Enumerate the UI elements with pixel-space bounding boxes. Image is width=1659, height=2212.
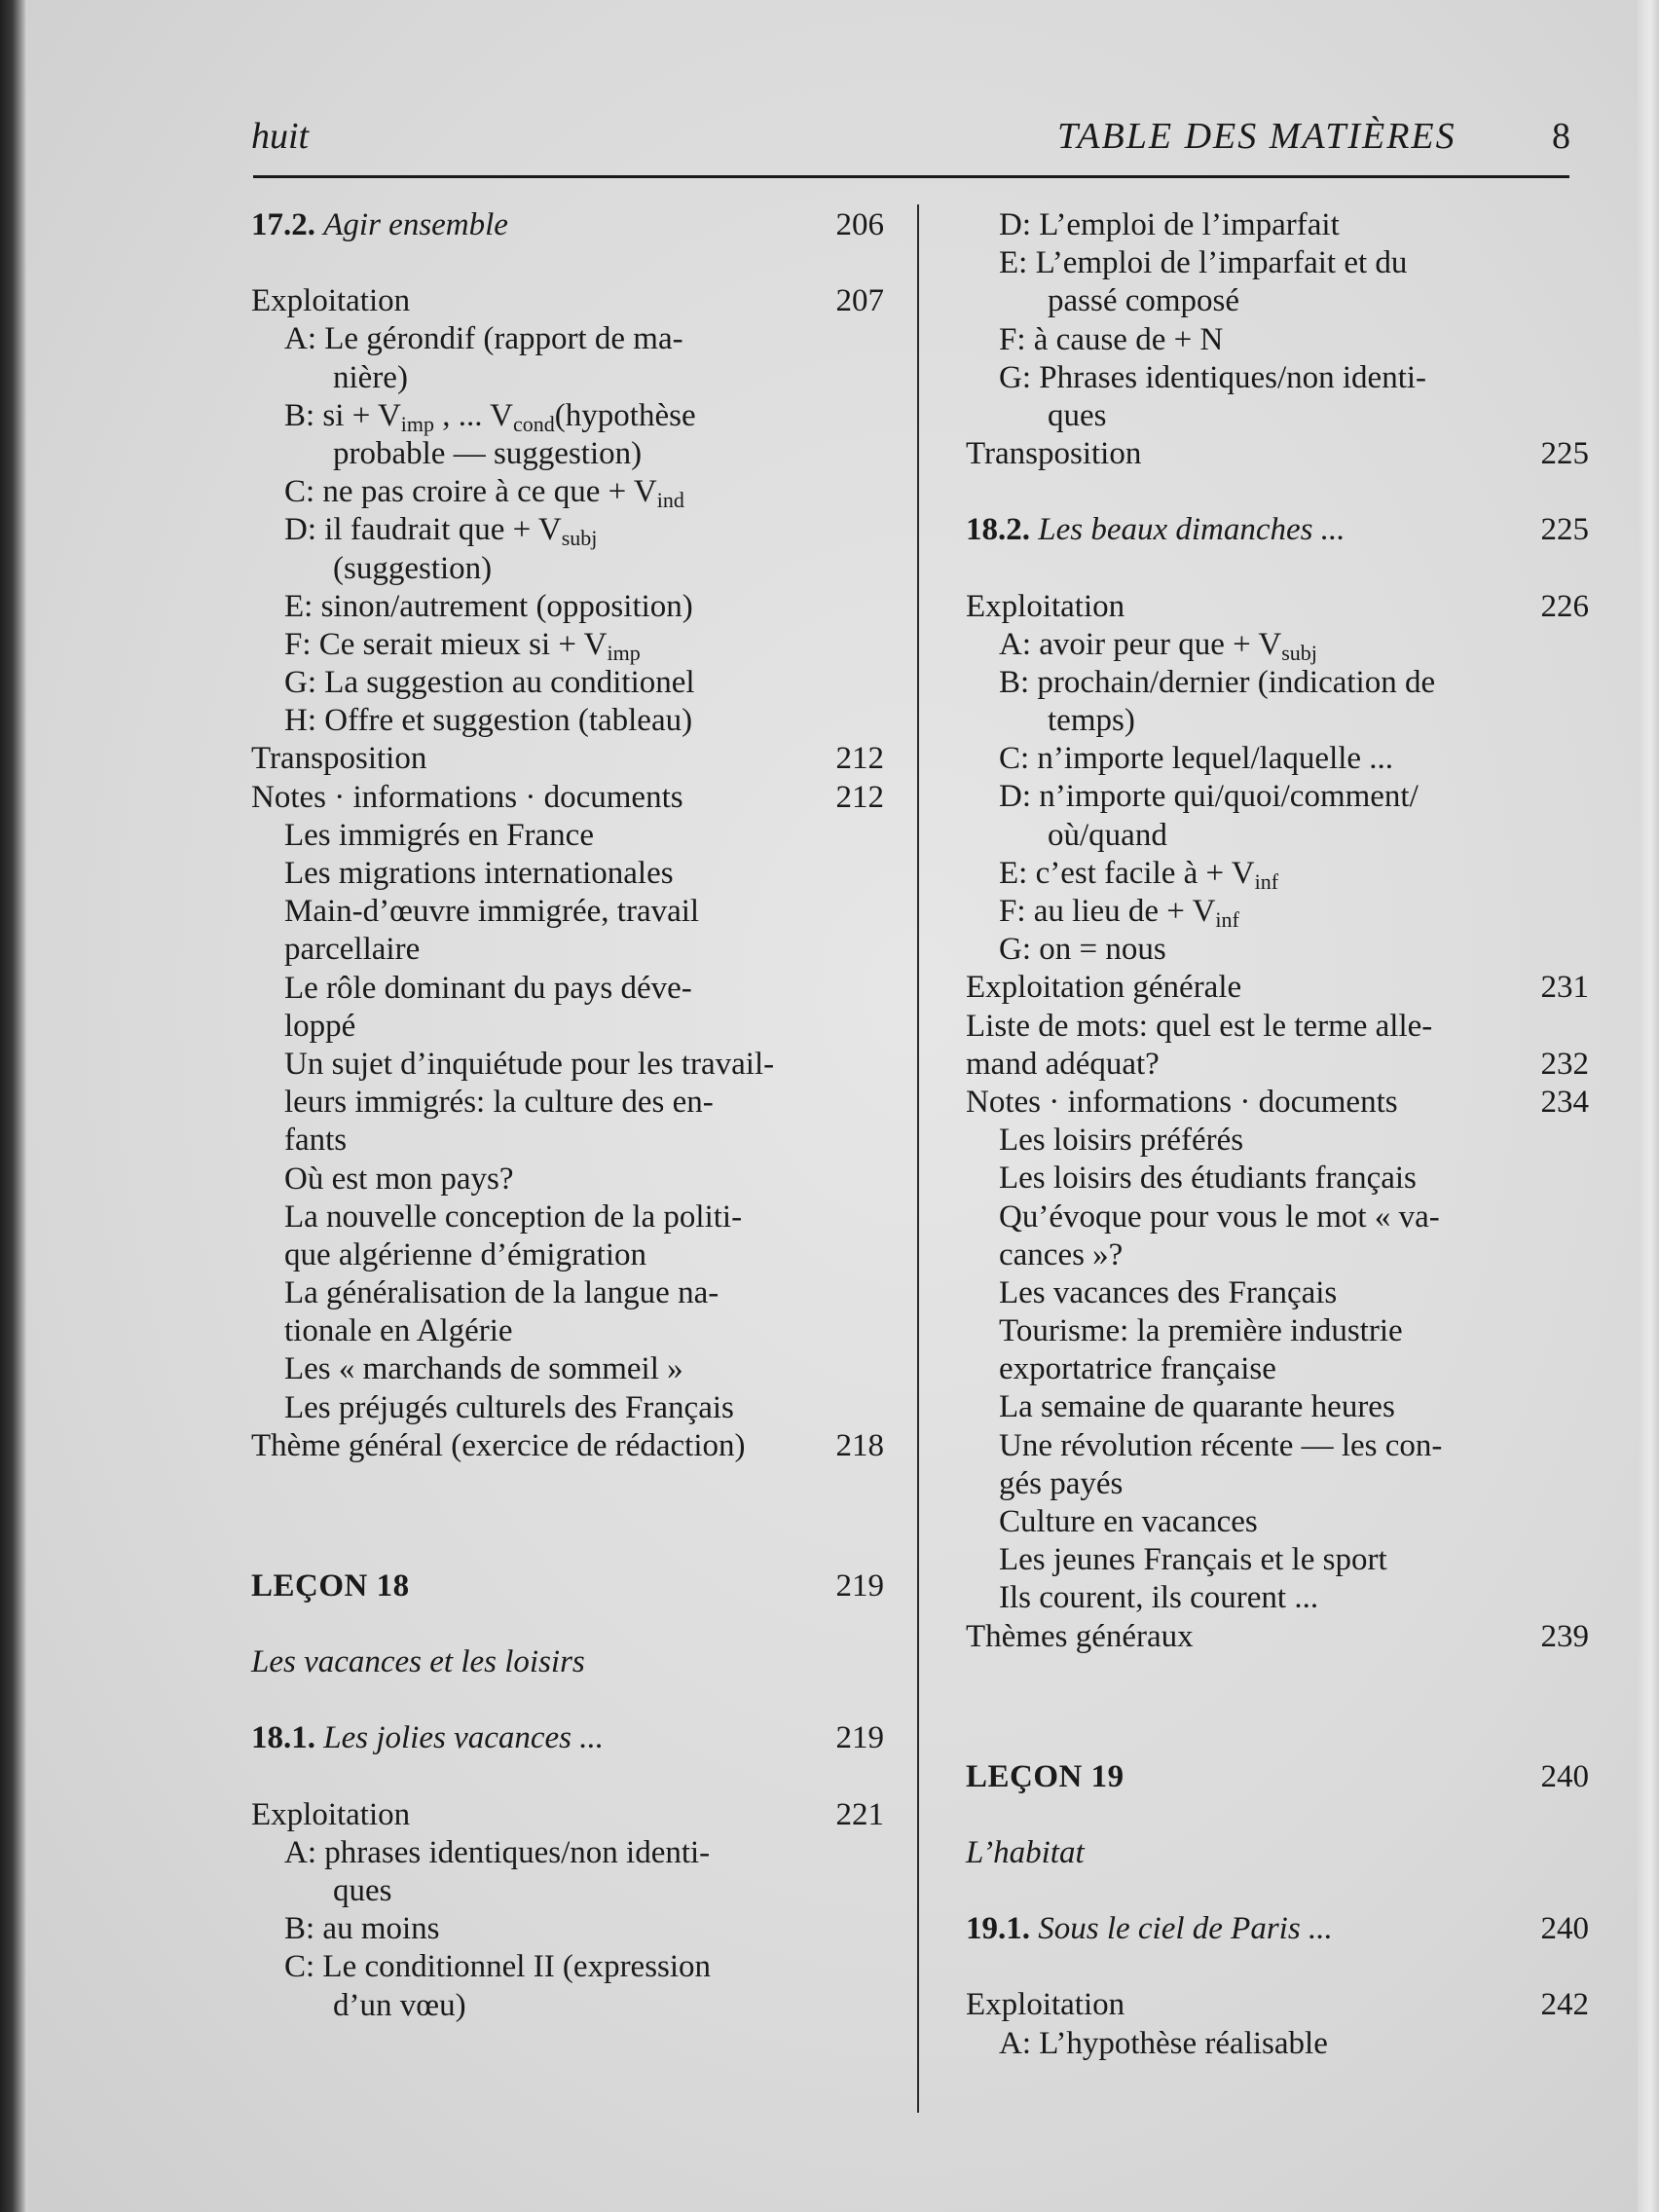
toc-note-item: Tourisme: la première industrie [999, 1313, 1403, 1349]
toc-lesson-theme: L’habitat [966, 1834, 1085, 1870]
toc-subentry-cont: ques [1048, 397, 1107, 433]
toc-note-item-cont: tionale en Algérie [284, 1313, 513, 1349]
column-divider [917, 204, 919, 2113]
toc-subentry: D: L’emploi de l’imparfait [999, 207, 1340, 242]
toc-lesson-heading: LEÇON 19 240 [966, 1758, 1589, 1794]
toc-entry: Exploitation 226 [966, 588, 1589, 624]
toc-entry: Notes · informations · documents 234 [966, 1084, 1589, 1120]
toc-note-item: Main-d’œuvre immigrée, travail [284, 894, 700, 930]
toc-subentry-cont: passé composé [1048, 283, 1240, 319]
toc-note-item: Les préjugés culturels des Français [284, 1389, 734, 1425]
toc-section-entry: 18.2. Les beaux dimanches ... 225 [966, 512, 1589, 548]
toc-subentry-cont: où/quand [1048, 817, 1167, 853]
toc-note-item: Qu’évoque pour vous le mot « va- [999, 1198, 1440, 1235]
toc-note-item-cont: fants [284, 1123, 348, 1159]
toc-entry: Transposition 225 [966, 436, 1589, 472]
toc-subentry: C: Le conditionnel II (expression [284, 1949, 712, 1985]
toc-subentry-cont: nière) [333, 359, 408, 395]
toc-entry: Transposition 212 [251, 741, 884, 777]
toc-lesson-heading: LEÇON 18 219 [251, 1568, 884, 1604]
toc-entry: Exploitation 242 [966, 1987, 1589, 2023]
toc-entry: Exploitation 221 [251, 1796, 884, 1832]
header-rule [253, 175, 1569, 178]
toc-section-entry: 18.1. Les jolies vacances ... 219 [251, 1720, 884, 1756]
toc-note-item-cont: gés payés [999, 1465, 1124, 1501]
page-number: 8 [1552, 116, 1570, 157]
toc-section-entry: 17.2. Agir ensemble 206 [251, 207, 884, 242]
toc-subentry: F: à cause de + N [999, 321, 1224, 357]
toc-note-item: Les immigrés en France [284, 817, 594, 853]
toc-note-item: Le rôle dominant du pays déve- [284, 970, 692, 1006]
toc-subentry-cont: probable — suggestion) [333, 435, 643, 471]
toc-subentry: D: il faudrait que + $V_{subj}$ [284, 512, 598, 551]
toc-note-item: Culture en vacances [999, 1504, 1258, 1539]
toc-subentry: E: sinon/autrement (opposition) [284, 588, 693, 624]
toc-note-item: Un sujet d’inquiétude pour les travail- [284, 1046, 775, 1082]
toc-subentry: A: Le gérondif (rapport de ma- [284, 321, 683, 357]
toc-subentry: D: n’importe qui/quoi/comment/ [999, 779, 1419, 815]
toc-subentry: E: c’est facile à + $V_{inf}$ [999, 855, 1279, 894]
running-head-left: huit [251, 116, 310, 157]
toc-note-item: Une révolution récente — les con- [999, 1427, 1443, 1463]
toc-entry: Thème général (exercice de rédaction) 218 [251, 1427, 884, 1463]
toc-subentry: C: n’importe lequel/laquelle ... [999, 741, 1394, 777]
toc-left-column [251, 206, 884, 2025]
toc-note-item: Les migrations internationales [284, 856, 674, 891]
toc-subentry-cont: (suggestion) [333, 550, 493, 586]
toc-note-item-cont: parcellaire [284, 932, 421, 968]
toc-section-entry: 19.1. Sous le ciel de Paris ... 240 [966, 1911, 1589, 1947]
toc-note-item-cont: exportatrice française [999, 1351, 1276, 1387]
toc-note-item: Les vacances des Français [999, 1274, 1338, 1310]
toc-subentry: G: on = nous [999, 932, 1166, 968]
toc-subentry: B: si + $V_{imp}$ , ... $V_{cond}(hypothèse$ [284, 397, 696, 436]
toc-entry: Thèmes généraux 239 [966, 1618, 1589, 1654]
toc-note-item: La nouvelle conception de la politi- [284, 1198, 743, 1235]
toc-entry: Notes · informations · documents 212 [251, 779, 884, 815]
toc-subentry: A: avoir peur que + $V_{subj}$ [999, 626, 1317, 665]
toc-subentry: G: Phrases identiques/non identi- [999, 359, 1427, 395]
toc-subentry: F: Ce serait mieux si + $V_{imp}$ [284, 626, 641, 665]
toc-note-item: La semaine de quarante heures [999, 1389, 1395, 1425]
toc-subentry: A: phrases identiques/non identi- [284, 1834, 711, 1870]
toc-subentry-cont: ques [333, 1872, 392, 1908]
toc-note-item-cont: loppé [284, 1008, 356, 1044]
toc-note-item: Où est mon pays? [284, 1161, 514, 1197]
toc-subentry: B: au moins [284, 1911, 440, 1947]
page-edge [1638, 0, 1659, 2212]
toc-subentry: H: Offre et suggestion (tableau) [284, 703, 693, 739]
toc-subentry: G: La suggestion au conditionel [284, 665, 695, 701]
toc-note-item: La généralisation de la langue na- [284, 1275, 719, 1311]
toc-lesson-theme: Les vacances et les loisirs [251, 1644, 585, 1680]
toc-note-item-cont: cances »? [999, 1236, 1124, 1272]
toc-note-item: Les loisirs préférés [999, 1123, 1244, 1159]
toc-right-column [966, 206, 1589, 2063]
toc-subentry: F: au lieu de + $V_{inf}$ [999, 894, 1239, 932]
toc-entry: Exploitation 207 [251, 283, 884, 319]
toc-note-item: Les jeunes Français et le sport [999, 1542, 1387, 1578]
book-binding-shadow [0, 0, 27, 2212]
toc-note-item-cont: que algérienne d’émigration [284, 1236, 647, 1272]
toc-subentry: E: L’emploi de l’imparfait et du [999, 245, 1408, 281]
toc-subentry-cont: temps) [1048, 703, 1135, 739]
toc-subentry: B: prochain/dernier (indication de [999, 664, 1436, 700]
toc-note-item: Les loisirs des étudiants français [999, 1161, 1417, 1197]
toc-subentry-cont: d’un vœu) [333, 1987, 466, 2023]
toc-note-item-cont: leurs immigrés: la culture des en- [284, 1085, 714, 1121]
toc-entry: Exploitation générale 231 [966, 970, 1589, 1006]
toc-subentry: C: ne pas croire à ce que + $V_{ind}$ [284, 474, 684, 513]
toc-subentry: A: L’hypothèse réalisable [999, 2025, 1328, 2061]
toc-note-item: Ils courent, ils courent ... [999, 1580, 1319, 1616]
running-head-title: TABLE DES MATIÈRES [1057, 116, 1456, 157]
toc-entry: Liste de mots: quel est le terme alle- [966, 1008, 1433, 1044]
toc-note-item: Les « marchands de sommeil » [284, 1351, 683, 1387]
toc-entry-cont: mand adéquat? 232 [966, 1046, 1589, 1082]
